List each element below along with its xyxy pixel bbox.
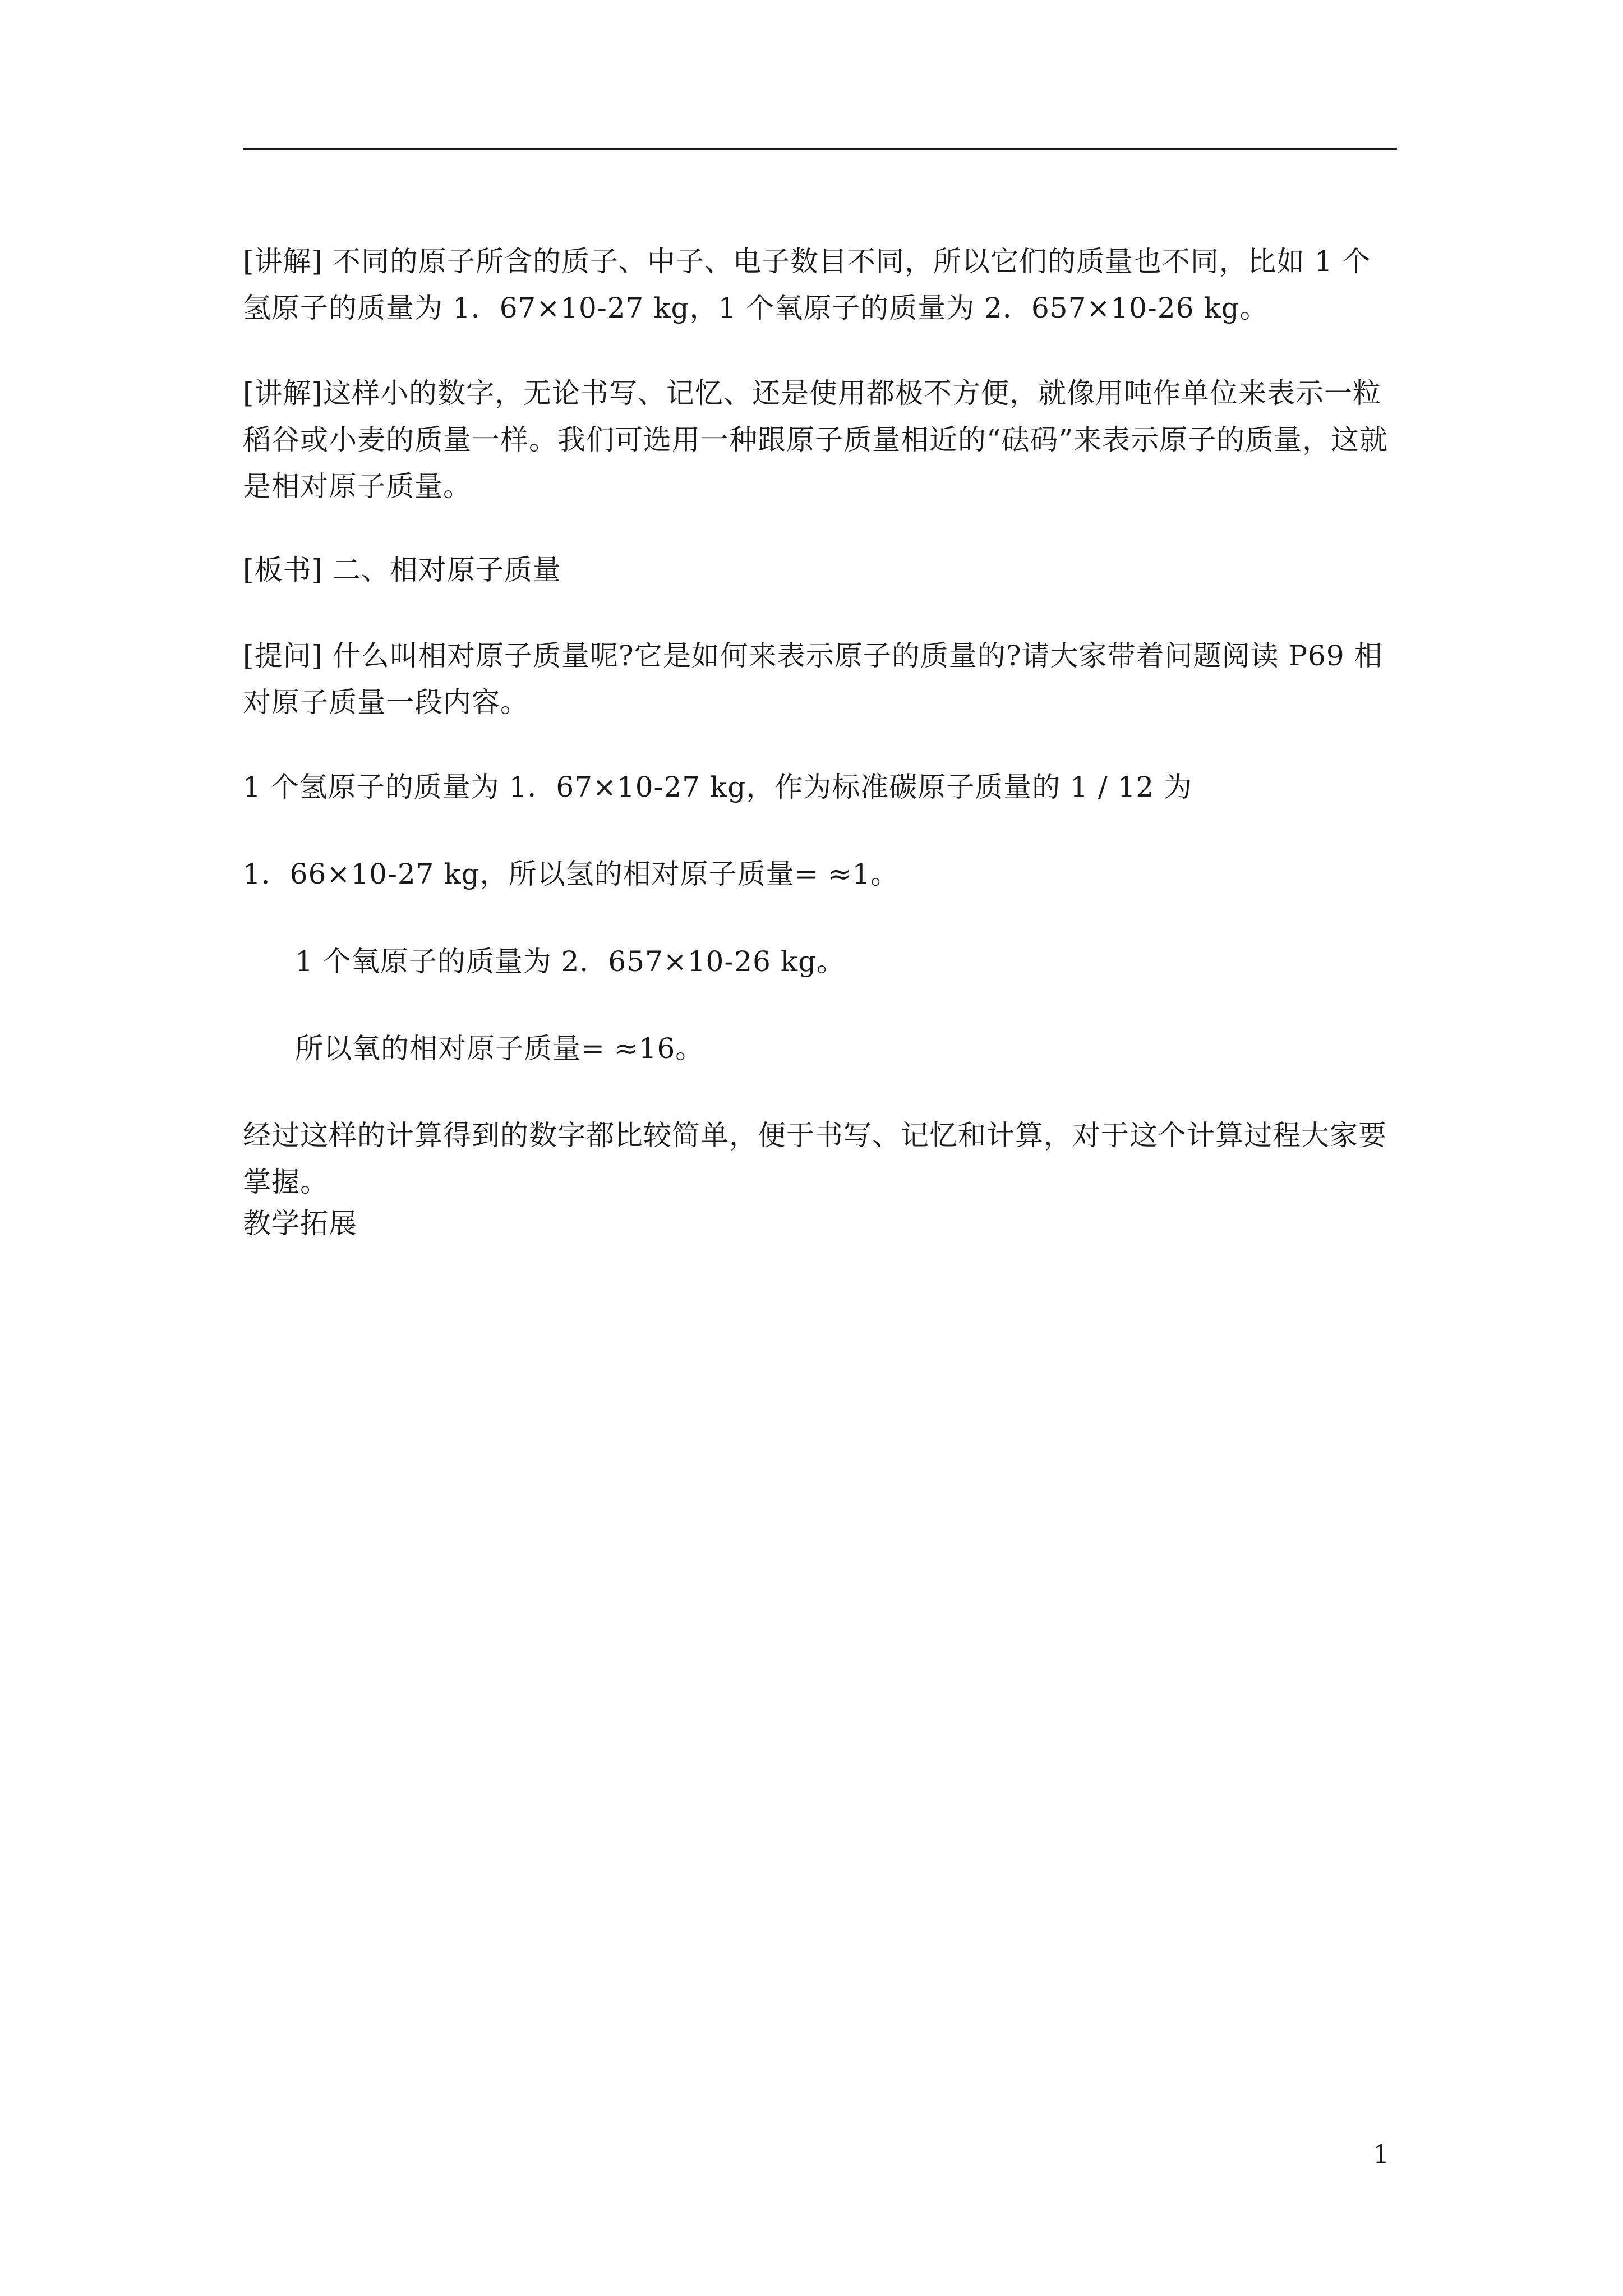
paragraph-summary: 经过这样的计算得到的数字都比较简单，便于书写、记忆和计算，对于这个计算过程大家要掌握。 <box>243 1119 1387 1198</box>
section-teaching-extension: 教学拓展 <box>243 1207 357 1240</box>
paragraph-oxygen-relative: 所以氧的相对原子质量= ≈16。 <box>295 1032 704 1065</box>
header-rule <box>243 148 1397 150</box>
paragraph-explanation-2: [讲解]这样小的数字，无论书写、记忆、还是使用都极不方便，就像用吨作单位来表示一粒稻谷或小麦的质量一样。我们可选用一种跟原子质量相近的“砝码”来表示原子的质量，这就是相对原子质量。 <box>243 377 1389 503</box>
paragraph-board-heading: [板书] 二、相对原子质量 <box>243 554 561 586</box>
paragraph-question: [提问] 什么叫相对原子质量呢?它是如何来表示原子的质量的?请大家带着问题阅读 P69 相对原子质量一段内容。 <box>243 639 1383 719</box>
paragraph-explanation-1: [讲解] 不同的原子所含的质子、中子、电子数目不同，所以它们的质量也不同，比如 1 个氢原子的质量为 1．67×10-27 kg，1 个氧原子的质量为 2．657×10-26 kg。 <box>243 245 1371 324</box>
page-number: 1 <box>1373 2139 1390 2169</box>
paragraph-hydrogen-relative: 1．66×10-27 kg，所以氢的相对原子质量= ≈1。 <box>243 858 900 890</box>
paragraph-hydrogen-mass: 1 个氢原子的质量为 1．67×10-27 kg，作为标准碳原子质量的 1 / 12 为 <box>243 771 1193 803</box>
paragraph-oxygen-mass: 1 个氧原子的质量为 2．657×10-26 kg。 <box>295 945 846 978</box>
